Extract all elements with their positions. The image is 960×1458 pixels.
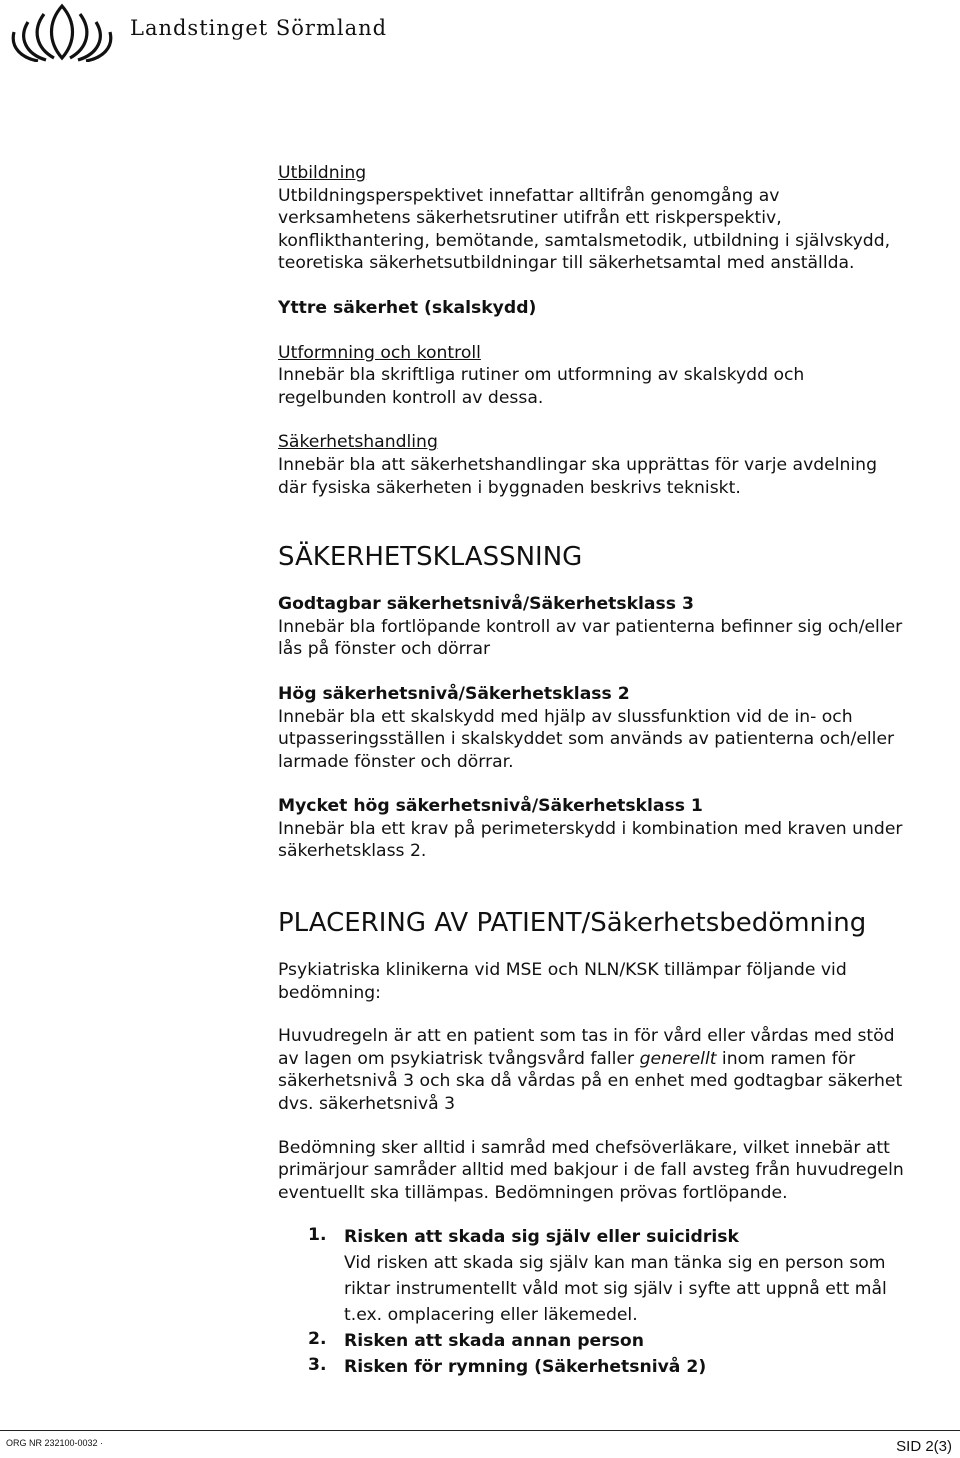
placering-title: PLACERING AV PATIENT/Säkerhetsbedömning <box>278 908 867 939</box>
sakerhetsklassning-title: SÄKERHETSKLASSNING <box>278 542 583 573</box>
document-body <box>278 162 958 1380</box>
list-item <box>278 1224 958 1328</box>
list-item-line: riktar instrumentellt våld mot sig själv i syfte att uppnå ett mål <box>344 1279 887 1300</box>
list-item-line: Vid risken att skada sig själv kan man tänka sig en person som <box>344 1253 886 1274</box>
klass2-line: larmade fönster och dörrar. <box>278 751 514 772</box>
klass1-line: Innebär bla ett krav på perimeterskydd i kombination med kraven under <box>278 818 903 839</box>
footer-page-number: SID 2(3) <box>896 1438 952 1455</box>
klass3-line: lås på fönster och dörrar <box>278 639 491 660</box>
bedomning-line: eventuellt ska tillämpas. Bedömningen prövas fortlöpande. <box>278 1182 788 1203</box>
placering-intro-line: bedömning: <box>278 982 381 1003</box>
list-item-number: 2. <box>308 1329 327 1350</box>
klass2-line: Innebär bla ett skalskydd med hjälp av slussfunktion vid de in- och <box>278 706 853 727</box>
list-item-number: 1. <box>308 1225 327 1246</box>
utformning-line: Innebär bla skriftliga rutiner om utformning av skalskydd och <box>278 365 805 386</box>
placering-intro-line: Psykiatriska klinikerna vid MSE och NLN/KSK tillämpar följande vid <box>278 960 847 981</box>
sakerhetshandling-line: Innebär bla att säkerhetshandlingar ska upprättas för varje avdelning <box>278 454 877 475</box>
huvudregel-line: dvs. säkerhetsnivå 3 <box>278 1094 456 1115</box>
sakerhetshandling-heading: Säkerhetshandling <box>278 432 438 453</box>
huvudregel-text: av lagen om psykiatrisk tvångsvård faller <box>278 1048 640 1069</box>
landstinget-logo-icon <box>6 2 118 62</box>
sakerhetshandling-line: där fysiska säkerheten i byggnaden beskrivs tekniskt. <box>278 477 741 498</box>
list-item-title: Risken att skada sig själv eller suicidrisk <box>344 1227 739 1248</box>
utbildning-line: Utbildningsperspektivet innefattar alltifrån genomgång av <box>278 185 780 206</box>
list-item <box>278 1328 958 1354</box>
list-item-number: 3. <box>308 1355 327 1376</box>
klass1-heading: Mycket hög säkerhetsnivå/Säkerhetsklass 1 <box>278 796 703 817</box>
footer-org-number: ORG NR 232100-0032 · <box>6 1438 104 1448</box>
bedomning-line: Bedömning sker alltid i samråd med chefsöverläkare, vilket innebär att <box>278 1137 890 1158</box>
klass2-heading: Hög säkerhetsnivå/Säkerhetsklass 2 <box>278 683 630 704</box>
klass2-line: utpasseringsställen i skalskyddet som används av patienterna och/eller <box>278 729 895 750</box>
huvudregel-emphasis: generellt <box>639 1048 717 1069</box>
brand-name: Landstinget Sörmland <box>130 16 388 40</box>
list-item-title: Risken för rymning (Säkerhetsnivå 2) <box>344 1357 707 1378</box>
huvudregel-text: inom ramen för <box>716 1048 856 1069</box>
utformning-heading: Utformning och kontroll <box>278 342 481 363</box>
utbildning-line: verksamhetens säkerhetsrutiner utifrån ett riskperspektiv, <box>278 208 782 229</box>
utbildning-heading: Utbildning <box>278 163 367 183</box>
list-item <box>278 1354 958 1380</box>
utbildning-line: konflikthantering, bemötande, samtalsmetodik, utbildning i självskydd, <box>278 230 891 251</box>
list-item-line: t.ex. omplacering eller läkemedel. <box>344 1305 638 1326</box>
yttre-sakerhet-heading: Yttre säkerhet (skalskydd) <box>278 297 537 318</box>
huvudregel-line <box>278 1048 958 1071</box>
klass1-line: säkerhetsklass 2. <box>278 841 427 862</box>
risk-list <box>278 1224 958 1380</box>
klass3-heading: Godtagbar säkerhetsnivå/Säkerhetsklass 3 <box>278 594 694 615</box>
huvudregel-line: säkerhetsnivå 3 och ska då vårdas på en enhet med godtagbar säkerhet <box>278 1071 903 1092</box>
huvudregel-line: Huvudregeln är att en patient som tas in för vård eller vårdas med stöd <box>278 1026 895 1047</box>
utbildning-line: teoretiska säkerhetsutbildningar till säkerhetsamtal med anställda. <box>278 253 855 274</box>
list-item-title: Risken att skada annan person <box>344 1331 644 1352</box>
footer-divider <box>0 1430 960 1431</box>
klass3-line: Innebär bla fortlöpande kontroll av var patienterna befinner sig och/eller <box>278 616 903 637</box>
bedomning-line: primärjour samråder alltid med bakjour i de fall avsteg från huvudregeln <box>278 1160 904 1181</box>
utformning-line: regelbunden kontroll av dessa. <box>278 387 544 408</box>
